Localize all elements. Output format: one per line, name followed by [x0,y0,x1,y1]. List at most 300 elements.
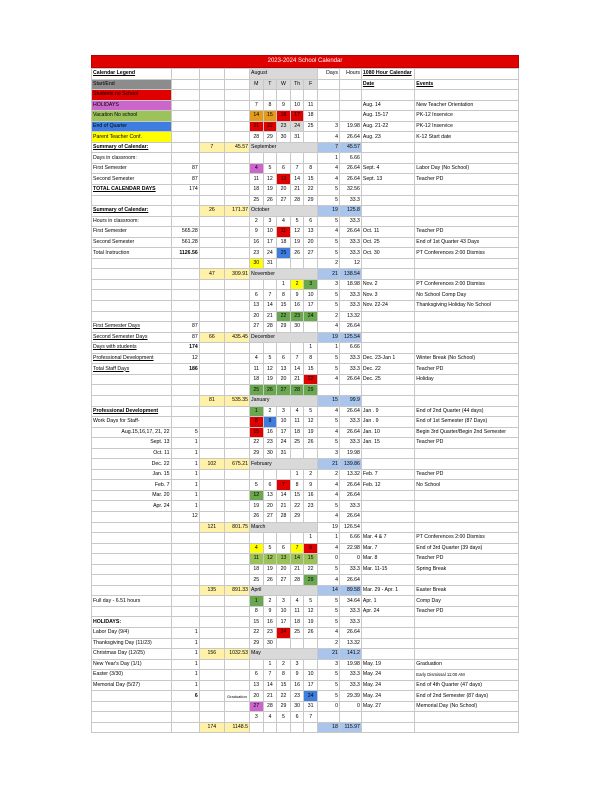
summary-days [199,374,224,385]
event-date: May. 24 [361,670,414,681]
event-text [415,153,519,164]
summary-value: 1 [171,490,199,501]
summary-value [171,132,199,143]
hours-count: 125.8 [339,206,361,217]
day-cell: 26 [304,438,318,449]
days-count: 5 [317,185,339,196]
days-count: 4 [317,406,339,417]
legend-label: Students no School [92,90,172,101]
event-date [361,511,414,522]
day-cell: 1 [263,659,277,670]
day-cell [277,722,291,733]
event-date [361,332,414,343]
event-text [415,216,519,227]
day-cell: 13 [250,301,264,312]
day-cell: 16 [250,237,264,248]
day-cell: 18 [277,237,291,248]
days-count: 2 [317,258,339,269]
event-date: Nov. 22-24 [361,301,414,312]
day-cell: 18 [290,427,304,438]
summary-value: 1126.56 [171,248,199,259]
event-date [361,501,414,512]
day-cell: 27 [263,511,277,522]
day-cell: 30 [250,258,264,269]
day-cell: 15 [263,111,277,122]
event-date [361,90,414,101]
summary-value: 87 [171,322,199,333]
legend-label: Hours in classroom: [92,216,172,227]
legend-label: Feb. 7 [92,480,172,491]
summary-value: 174 [171,185,199,196]
days-count: Days [317,69,339,80]
table-row [92,343,519,354]
summary-days [199,227,224,238]
days-count: 4 [317,132,339,143]
legend-label: Parent Teacher Conf. [92,132,172,143]
legend-label [92,258,172,269]
day-cell: 28 [250,132,264,143]
event-date: Feb. 12 [361,480,414,491]
event-date: 1080 Hour Calendar [361,69,414,80]
event-text: Early Dismissal 11:00 AM [415,670,519,681]
day-cell: 24 [290,121,304,132]
days-count: 4 [317,543,339,554]
summary-hours [224,543,249,554]
day-cell: 21 [290,185,304,196]
summary-value [171,417,199,428]
event-date: Jan . 9 [361,417,414,428]
summary-value: 12 [171,353,199,364]
event-date [361,385,414,396]
event-date [361,617,414,628]
table-row [92,111,519,122]
day-cell: 3 [304,279,318,290]
days-count: 2 [317,311,339,322]
legend-label: Apr. 24 [92,501,172,512]
legend-label: End of Quarter [92,121,172,132]
day-cell: 18 [290,617,304,628]
day-cell: 11 [290,417,304,428]
day-cell: 2 [304,469,318,480]
day-cell: 28 [277,511,291,522]
summary-days [199,322,224,333]
days-count [317,100,339,111]
table-row [92,385,519,396]
day-cell [304,153,318,164]
calendar-table [91,68,519,733]
summary-days: 135 [199,585,224,596]
table-row [92,311,519,322]
day-cell: 10 [277,417,291,428]
legend-label: HOLIDAYS: [92,617,172,628]
table-row [92,670,519,681]
table-row [92,258,519,269]
summary-hours [224,438,249,449]
event-date: Jan. 15 [361,438,414,449]
summary-hours [224,501,249,512]
day-cell: 26 [290,248,304,259]
hours-count: 33.3 [339,501,361,512]
table-row [92,364,519,375]
summary-hours [224,554,249,565]
hours-count: 33.3 [339,617,361,628]
hours-count: 13.32 [339,638,361,649]
table-row [92,448,519,459]
event-date [361,395,414,406]
day-cell: 27 [304,248,318,259]
days-count [317,79,339,90]
days-count: 5 [317,301,339,312]
day-cell: 30 [290,701,304,712]
table-row [92,353,519,364]
legend-label: Thanksgiving Day (11/23) [92,638,172,649]
event-date [361,490,414,501]
table-row [92,617,519,628]
table-row [92,543,519,554]
day-cell: 29 [250,638,264,649]
days-count: 21 [317,269,339,280]
day-cell: 4 [290,406,304,417]
hours-count: 138.54 [339,269,361,280]
day-cell: 5 [263,353,277,364]
day-cell: 26 [263,385,277,396]
table-row [92,322,519,333]
day-cell [250,343,264,354]
day-cell: 10 [304,290,318,301]
event-text: Teacher PD [415,554,519,565]
day-cell: 16 [263,617,277,628]
summary-hours [224,290,249,301]
day-cell: 16 [277,111,291,122]
hours-count: 33.3 [339,353,361,364]
summary-days [199,691,224,702]
summary-value [171,606,199,617]
summary-days [199,79,224,90]
day-cell: 28 [290,575,304,586]
legend-label: Jan. 15 [92,469,172,480]
event-text [415,142,519,153]
summary-hours: 675.21 [224,459,249,470]
day-cell: 7 [290,543,304,554]
day-cell: 20 [277,185,291,196]
summary-days [199,659,224,670]
event-date: Apr. 24 [361,606,414,617]
table-row [92,301,519,312]
summary-value [171,543,199,554]
day-cell: Th [290,79,304,90]
day-cell: 17 [304,680,318,691]
day-cell: 2 [263,596,277,607]
day-cell [277,533,291,544]
summary-days: 66 [199,332,224,343]
day-cell: 6 [304,216,318,227]
day-cell: 22 [304,185,318,196]
day-cell: 29 [277,701,291,712]
day-cell: 4 [250,543,264,554]
legend-label: Professional Development [92,353,172,364]
legend-label [92,722,172,733]
hours-count [339,79,361,90]
days-count: 5 [317,617,339,628]
legend-label [92,585,172,596]
days-count: 3 [317,448,339,459]
summary-days: 121 [199,522,224,533]
day-cell: 25 [290,627,304,638]
table-row [92,332,519,343]
day-cell: 21 [290,374,304,385]
event-text: New Teacher Orientation [415,100,519,111]
event-date: Nov. 3 [361,290,414,301]
hours-count: 26.64 [339,174,361,185]
summary-days [199,417,224,428]
event-text: Teacher PD [415,364,519,375]
day-cell: 5 [304,596,318,607]
event-text [415,638,519,649]
hours-count: 33.3 [339,364,361,375]
day-cell: 3 [250,712,264,723]
day-cell: 6 [277,543,291,554]
hours-count: 26.64 [339,627,361,638]
event-date: Nov. 2 [361,279,414,290]
hours-count [339,100,361,111]
days-count: 4 [317,480,339,491]
event-date [361,448,414,459]
day-cell: 20 [250,691,264,702]
day-cell [250,722,264,733]
days-count: 4 [317,627,339,638]
event-date [361,638,414,649]
day-cell [277,469,291,480]
table-row [92,100,519,111]
day-cell: 8 [304,543,318,554]
days-count: 4 [317,227,339,238]
summary-days [199,501,224,512]
summary-days: 102 [199,459,224,470]
day-cell: 2 [277,659,291,670]
day-cell: 19 [263,564,277,575]
summary-value [171,195,199,206]
event-text [415,511,519,522]
day-cell: 7 [290,163,304,174]
days-count: 0 [317,554,339,565]
event-date: Jan . 9 [361,406,414,417]
summary-days [199,69,224,80]
day-cell: 22 [277,311,291,322]
summary-value: 1 [171,501,199,512]
summary-value [171,575,199,586]
event-text: K-12 Start date [415,132,519,143]
day-cell: 21 [277,501,291,512]
day-cell: 8 [263,100,277,111]
hours-count: 33.3 [339,301,361,312]
day-cell: 16 [263,427,277,438]
event-text: Holiday [415,374,519,385]
summary-hours [224,469,249,480]
day-cell: 4 [290,596,304,607]
day-cell: 28 [263,701,277,712]
days-count: 5 [317,596,339,607]
table-row [92,511,519,522]
event-text [415,385,519,396]
day-cell [290,722,304,733]
hours-count: 141.2 [339,649,361,660]
day-cell: 20 [250,311,264,322]
day-cell: 9 [277,100,291,111]
table-row [92,691,519,702]
day-cell [277,343,291,354]
event-text [415,522,519,533]
event-date: Dec. 25 [361,374,414,385]
hours-count: 33.3 [339,606,361,617]
event-date: Feb. 7 [361,469,414,480]
days-count: 7 [317,142,339,153]
event-date: Aug. 23 [361,132,414,143]
hours-count: 33.3 [339,248,361,259]
event-text [415,90,519,101]
event-text [415,343,519,354]
event-date [361,722,414,733]
summary-hours [224,670,249,681]
hours-count: 6.66 [339,343,361,354]
event-date: Date [361,79,414,90]
hours-count [339,90,361,101]
legend-label: First Semester [92,163,172,174]
summary-hours [224,511,249,522]
summary-value: 1 [171,680,199,691]
table-row [92,533,519,544]
hours-count: 26.64 [339,480,361,491]
table-row [92,438,519,449]
event-text [415,575,519,586]
summary-days [199,163,224,174]
day-cell: 25 [250,575,264,586]
summary-value: 12 [171,511,199,522]
summary-days [199,511,224,522]
summary-days [199,174,224,185]
day-cell: F [304,79,318,90]
day-cell: 25 [304,121,318,132]
day-cell: 5 [304,406,318,417]
month-header: February [250,459,318,470]
month-header: December [250,332,318,343]
legend-label [92,554,172,565]
summary-value [171,722,199,733]
event-date: Oct. 30 [361,248,414,259]
summary-value: 1 [171,469,199,480]
summary-hours [224,596,249,607]
day-cell: 20 [263,501,277,512]
legend-label [92,374,172,385]
day-cell: 3 [277,406,291,417]
days-count: 3 [317,659,339,670]
day-cell: 20 [304,237,318,248]
days-count: 4 [317,163,339,174]
day-cell: 12 [304,606,318,617]
table-row [92,596,519,607]
legend-label [92,311,172,322]
event-date [361,216,414,227]
table-row [92,248,519,259]
day-cell: 13 [304,227,318,238]
hours-count: 89.58 [339,585,361,596]
days-count: 5 [317,501,339,512]
summary-hours [224,174,249,185]
day-cell: 31 [277,448,291,459]
day-cell: 13 [250,680,264,691]
days-count: 4 [317,490,339,501]
legend-label: Second Semester [92,174,172,185]
days-count: 5 [317,417,339,428]
summary-days [199,448,224,459]
table-row [92,649,519,660]
event-date: Oct. 11 [361,227,414,238]
summary-value: 87 [171,174,199,185]
hours-count: 0 [339,554,361,565]
day-cell: 19 [263,185,277,196]
table-row [92,290,519,301]
legend-label: Second Semester [92,237,172,248]
day-cell: 15 [290,490,304,501]
hours-count: 33.3 [339,216,361,227]
hours-count: 33.3 [339,564,361,575]
legend-label: Work Days for Staff- [92,417,172,428]
table-row [92,659,519,670]
day-cell [263,279,277,290]
day-cell: 22 [263,121,277,132]
summary-days [199,90,224,101]
day-cell: 14 [277,490,291,501]
summary-value [171,216,199,227]
legend-label [92,575,172,586]
table-row [92,185,519,196]
day-cell: 16 [290,301,304,312]
days-count: 0 [317,701,339,712]
legend-label: Full day - 6.51 hours [92,596,172,607]
day-cell: 13 [277,554,291,565]
event-text: PT Conferences 2:00 Dismiss [415,248,519,259]
legend-label: Days with students [92,343,172,354]
day-cell: 24 [277,438,291,449]
table-row [92,237,519,248]
day-cell: 18 [250,185,264,196]
legend-label [92,543,172,554]
summary-hours: 309.91 [224,269,249,280]
summary-value [171,712,199,723]
summary-days [199,617,224,628]
summary-days [199,132,224,143]
table-row [92,554,519,565]
summary-days [199,100,224,111]
event-text [415,269,519,280]
event-text: No School [415,480,519,491]
day-cell [290,343,304,354]
summary-days [199,627,224,638]
summary-value [171,111,199,122]
day-cell [290,448,304,459]
day-cell: 1 [277,279,291,290]
day-cell [277,90,291,101]
calendar-title: 2023-2024 School Calendar [91,55,519,68]
summary-hours: 1148.5 [224,722,249,733]
table-row [92,701,519,712]
day-cell: 23 [263,627,277,638]
day-cell: 15 [250,617,264,628]
table-row [92,163,519,174]
event-text [415,501,519,512]
day-cell: 6 [290,712,304,723]
hours-count: 33.3 [339,237,361,248]
days-count: 5 [317,364,339,375]
